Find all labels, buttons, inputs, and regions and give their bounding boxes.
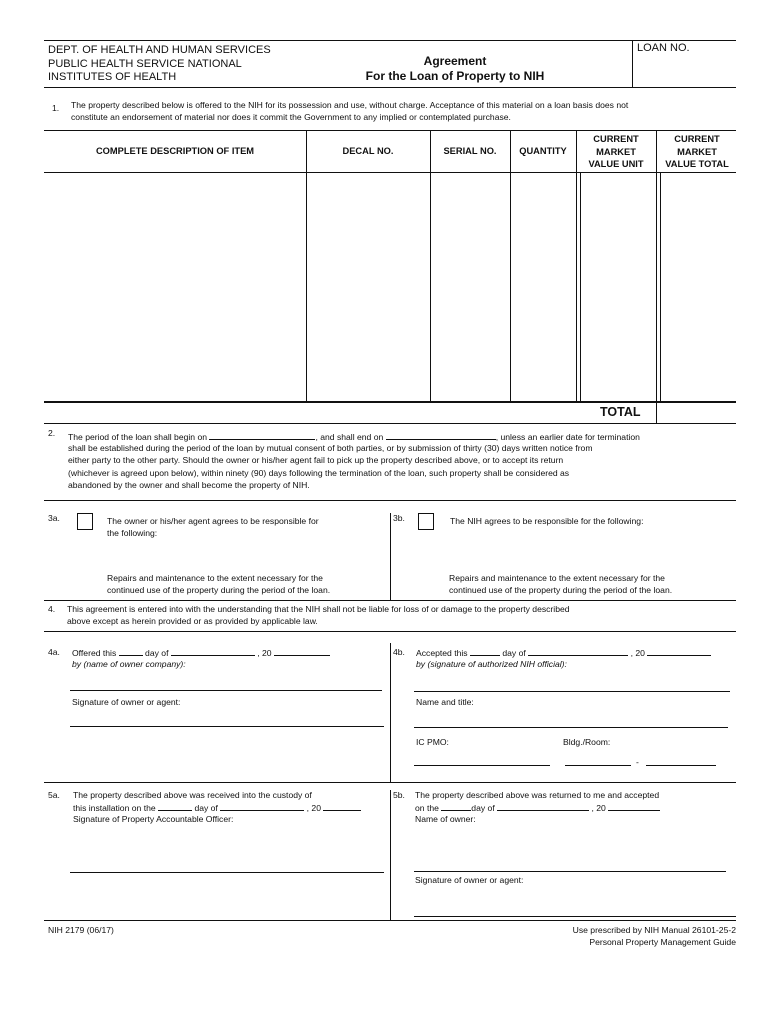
text: day of <box>194 803 218 813</box>
decal-no-cell[interactable] <box>308 174 429 401</box>
section-3-rule <box>44 600 736 601</box>
header-line: VALUE TOTAL <box>665 159 729 169</box>
loan-begin-date-field[interactable] <box>209 430 315 440</box>
form-subtitle: For the Loan of Property to NIH <box>365 69 545 83</box>
bldg-line[interactable] <box>565 765 631 766</box>
section-2-rule <box>44 500 736 501</box>
bldg-room-label: Bldg./Room: <box>563 737 611 747</box>
text-line: above except as herein provided or as provided by applicable law. <box>67 616 318 627</box>
section-3a-repairs <box>107 572 330 597</box>
grand-total-cell[interactable] <box>662 404 736 422</box>
section-3b-text: The NIH agrees to be responsible for the following: <box>450 516 644 526</box>
text: The period of the loan shall begin on <box>68 432 208 442</box>
table-total-rule <box>44 423 736 424</box>
section-5a-text: The property described above was received into the custody of <box>73 790 312 800</box>
text: day of <box>145 648 169 658</box>
loan-no-divider <box>632 40 633 87</box>
table-bottom-rule <box>44 401 736 403</box>
table-col-divider <box>656 130 657 423</box>
section-5-bottom-rule <box>44 920 736 921</box>
section-1-number: 1. <box>52 103 60 113</box>
owner-return-signature-label: Signature of owner or agent: <box>415 875 524 885</box>
returned-year-field[interactable] <box>608 801 660 811</box>
section-4b-by: by (signature of authorized NIH official): <box>416 659 567 669</box>
table-col-divider <box>660 172 661 402</box>
section-4-text <box>67 603 570 628</box>
text-line: the following: <box>107 528 158 539</box>
header-line: MARKET <box>596 146 636 157</box>
section-5b-text: The property described above was returned to me and accepted <box>415 790 660 800</box>
owner-name-label: Name of owner: <box>415 814 476 824</box>
unit-value-cell[interactable] <box>582 174 655 401</box>
loan-no-label: LOAN NO. <box>637 42 690 54</box>
total-label: TOTAL <box>600 405 641 419</box>
col-header-unit-value <box>576 133 656 171</box>
col-header-total-value <box>656 133 738 171</box>
section-2-text <box>68 442 593 492</box>
section-5a-number: 5a. <box>48 790 60 800</box>
section-5-divider <box>390 790 391 920</box>
text: day of <box>471 803 495 813</box>
col-header-description: COMPLETE DESCRIPTION OF ITEM <box>95 146 255 156</box>
table-top-rule <box>44 130 736 131</box>
section-3a-text <box>107 515 319 540</box>
text: , and shall end on <box>315 432 384 442</box>
section-5b-number: 5b. <box>393 790 405 800</box>
text-line: continued use of the property during the period of the loan. <box>449 585 673 596</box>
total-value-cell[interactable] <box>662 174 736 401</box>
section-3a-checkbox[interactable] <box>77 513 93 530</box>
text: , 20 <box>591 803 606 813</box>
owner-company-line[interactable] <box>70 690 382 691</box>
offered-month-field[interactable] <box>171 646 255 656</box>
bldg-room-dash: - <box>636 757 639 767</box>
section-4-rule <box>44 631 736 632</box>
text-line: The owner or his/her agent agrees to be responsible for <box>107 516 319 526</box>
text: , 20 <box>630 648 645 658</box>
name-title-line[interactable] <box>414 727 728 728</box>
property-officer-signature-line[interactable] <box>70 872 384 873</box>
text-line: The property described below is offered to the NIH for its possession and use, without charge. Acceptance of this material on a loan basis does not <box>71 100 629 110</box>
agency-name <box>48 44 271 85</box>
text: Accepted this <box>416 648 468 658</box>
section-3b-number: 3b. <box>393 513 405 523</box>
table-col-divider <box>580 172 581 402</box>
returned-month-field[interactable] <box>497 801 589 811</box>
text-line: This agreement is entered into with the understanding that the NIH shall not be liable for loss of or damage to the property described <box>67 604 570 614</box>
property-officer-signature-label: Signature of Property Accountable Officer: <box>73 814 234 824</box>
text-line: either party to the other party. Should the owner or his/her agent fail to pick up the property described above, or to accept its return <box>68 455 564 466</box>
text-line: Repairs and maintenance to the extent necessary for the <box>449 573 665 583</box>
text-line: (whichever is agreed upon below), within ninety (90) days following the termination of the loan, such property shall be considered as <box>68 467 570 478</box>
quantity-cell[interactable] <box>512 174 575 401</box>
header-line: MARKET <box>677 146 717 157</box>
text-line: continued use of the property during the period of the loan. <box>107 585 331 596</box>
table-header-rule <box>44 172 736 173</box>
text: , unless an earlier date for termination <box>495 432 640 442</box>
item-description-cell[interactable] <box>45 174 305 401</box>
col-header-serial: SERIAL NO. <box>443 146 497 156</box>
nih-official-signature-line[interactable] <box>414 691 730 692</box>
section-4-bottom-rule <box>44 782 736 783</box>
text-line: constitute an endorsement of material nor does it commit the Government to any implied or contemplated purchase. <box>71 112 511 123</box>
section-3a-number: 3a. <box>48 513 60 523</box>
received-year-field[interactable] <box>323 801 361 811</box>
manual-reference <box>480 924 736 949</box>
header-rule <box>44 87 736 88</box>
text-line: abandoned by the owner and shall become the property of NIH. <box>68 480 310 491</box>
offered-year-field[interactable] <box>274 646 330 656</box>
text-line: Personal Property Management Guide <box>589 937 736 948</box>
agency-line: DEPT. OF HEALTH AND HUMAN SERVICES <box>48 44 271 56</box>
section-3-divider <box>390 513 391 600</box>
table-col-divider <box>576 130 577 402</box>
text-line: Repairs and maintenance to the extent necessary for the <box>107 573 323 583</box>
text: this installation on the <box>73 803 156 813</box>
owner-signature-label: Signature of owner or agent: <box>72 697 181 707</box>
header-line: CURRENT <box>674 134 720 144</box>
owner-return-signature-line[interactable] <box>414 916 736 917</box>
received-day-field[interactable] <box>158 801 192 811</box>
section-3b-repairs <box>449 572 672 597</box>
text: , 20 <box>257 648 272 658</box>
accepted-day-field[interactable] <box>470 646 500 656</box>
offered-day-field[interactable] <box>119 646 143 656</box>
owner-name-line[interactable] <box>414 871 726 872</box>
text: Offered this <box>72 648 117 658</box>
table-col-divider <box>430 130 431 402</box>
ic-pmo-line[interactable] <box>414 765 550 766</box>
section-4-number: 4. <box>48 604 56 614</box>
text-line: shall be established during the period of the loan by mutual consent of both parties, or by submission of thirty (30) days written notice from <box>68 443 593 453</box>
section-4a-number: 4a. <box>48 647 60 657</box>
header-line: VALUE UNIT <box>588 159 644 169</box>
form-number: NIH 2179 (06/17) <box>48 925 114 935</box>
table-col-divider <box>510 130 511 402</box>
col-header-quantity: QUANTITY <box>519 146 567 156</box>
section-2-number: 2. <box>48 428 56 438</box>
table-col-divider <box>306 130 307 402</box>
section-4b-number: 4b. <box>393 647 405 657</box>
text-line: Use prescribed by NIH Manual 26101-25-2 <box>572 925 736 935</box>
section-4-divider <box>390 643 391 782</box>
accepted-year-field[interactable] <box>647 646 711 656</box>
text: on the <box>415 803 439 813</box>
section-3b-checkbox[interactable] <box>418 513 434 530</box>
header-line: CURRENT <box>593 134 639 144</box>
loan-end-date-field[interactable] <box>386 430 496 440</box>
agency-line: PUBLIC HEALTH SERVICE NATIONAL <box>48 57 242 70</box>
room-line[interactable] <box>646 765 716 766</box>
serial-no-cell[interactable] <box>432 174 509 401</box>
name-title-label: Name and title: <box>416 697 474 707</box>
agency-line: INSTITUTES OF HEALTH <box>48 71 177 83</box>
accepted-month-field[interactable] <box>528 646 628 656</box>
col-header-decal: DECAL NO. <box>342 146 394 156</box>
owner-signature-line[interactable] <box>70 726 384 727</box>
section-4a-by: by (name of owner company): <box>72 659 186 669</box>
ic-pmo-label: IC PMO: <box>416 737 449 747</box>
form-title: Agreement <box>423 54 487 68</box>
returned-day-field[interactable] <box>441 801 471 811</box>
text: , 20 <box>306 803 321 813</box>
received-month-field[interactable] <box>220 801 304 811</box>
text: day of <box>502 648 526 658</box>
section-1-text <box>71 99 741 124</box>
